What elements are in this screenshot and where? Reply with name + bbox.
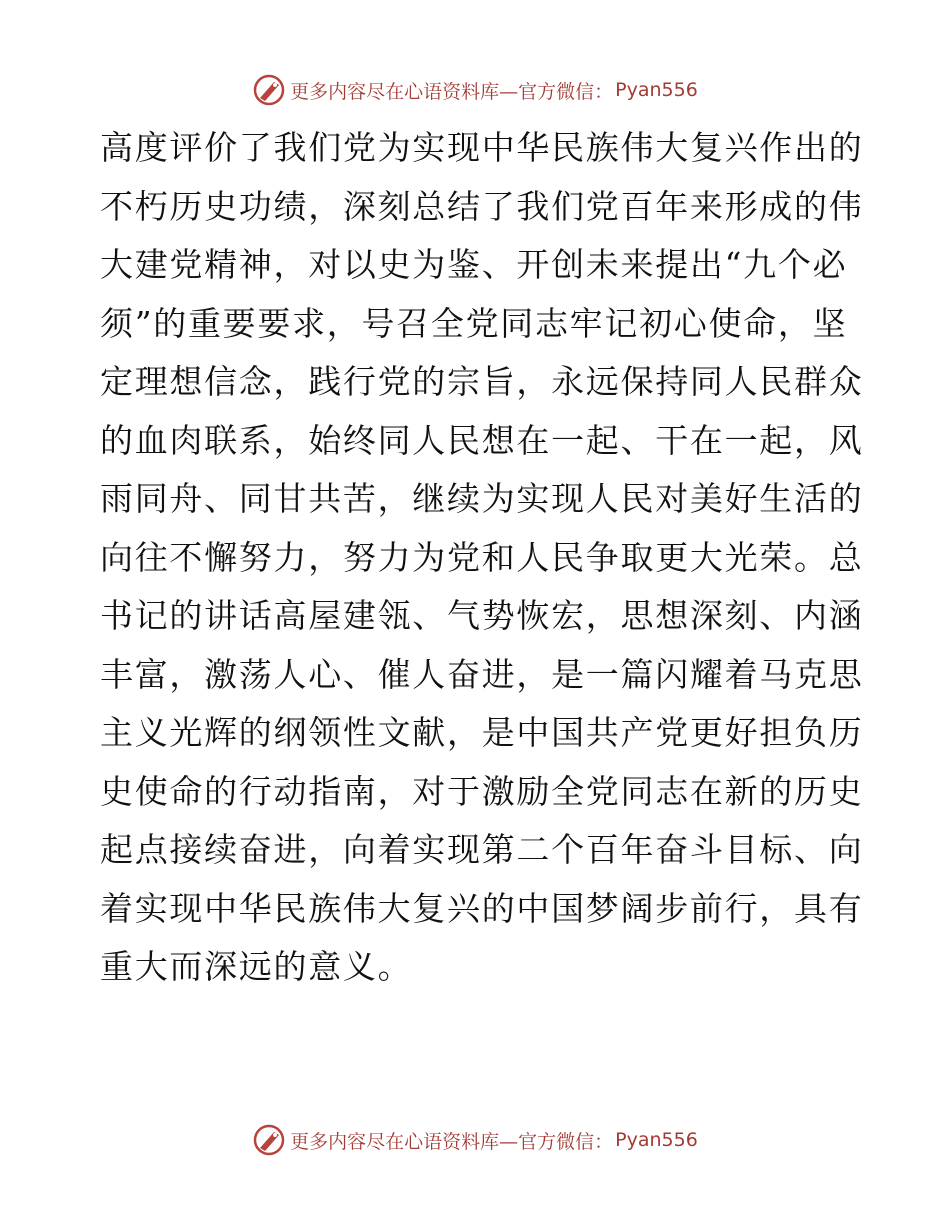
text-line: 高度评价了我们党为实现中华民族伟大复兴作出的 [100,128,864,167]
header-banner [0,70,950,110]
document-body [100,119,864,997]
text-line: 着实现中华民族伟大复兴的中国梦阔步前行，具有 [100,888,864,928]
header-banner-text: 更多内容尽在心语资料库—官方微信： [290,80,614,103]
text-line: 定理想信念，践行党的宗旨，永远保持同人民群众 [100,362,864,401]
pen-nib-logo-icon [252,1123,286,1157]
text-line: 须”的重要要求，号召全党同志牢记初心使命，坚 [100,303,848,343]
text-line: 主义光辉的纲领性文献，是中国共产党更好担负历 [100,713,864,752]
text-line: 丰富，激荡人心、催人奋进，是一篇闪耀着马克思 [100,654,864,694]
footer-banner [0,1120,950,1160]
text-line: 重大而深远的意义。 [100,947,413,986]
text-line: 起点接续奋进，向着实现第二个百年奋斗目标、向 [100,830,864,869]
text-line: 向往不懈努力，努力为党和人民争取更大光荣。总 [100,537,864,577]
footer-wechat-id: Pyan556 [615,1129,698,1151]
footer-banner-text: 更多内容尽在心语资料库—官方微信： [290,1130,614,1153]
pen-nib-logo-icon [252,73,286,107]
header-wechat-id: Pyan556 [615,79,698,101]
text-line: 的血肉联系，始终同人民想在一起、干在一起，风 [100,420,864,460]
text-line: 大建党精神，对以史为鉴、开创未来提出“九个必 [100,245,848,284]
text-line: 书记的讲话高屋建瓴、气势恢宏，思想深刻、内涵 [100,596,864,635]
text-line: 史使命的行动指南，对于激励全党同志在新的历史 [100,771,864,811]
text-line: 不朽历史功绩，深刻总结了我们党百年来形成的伟 [100,186,864,226]
text-line: 雨同舟、同甘共苦，继续为实现人民对美好生活的 [100,479,864,518]
